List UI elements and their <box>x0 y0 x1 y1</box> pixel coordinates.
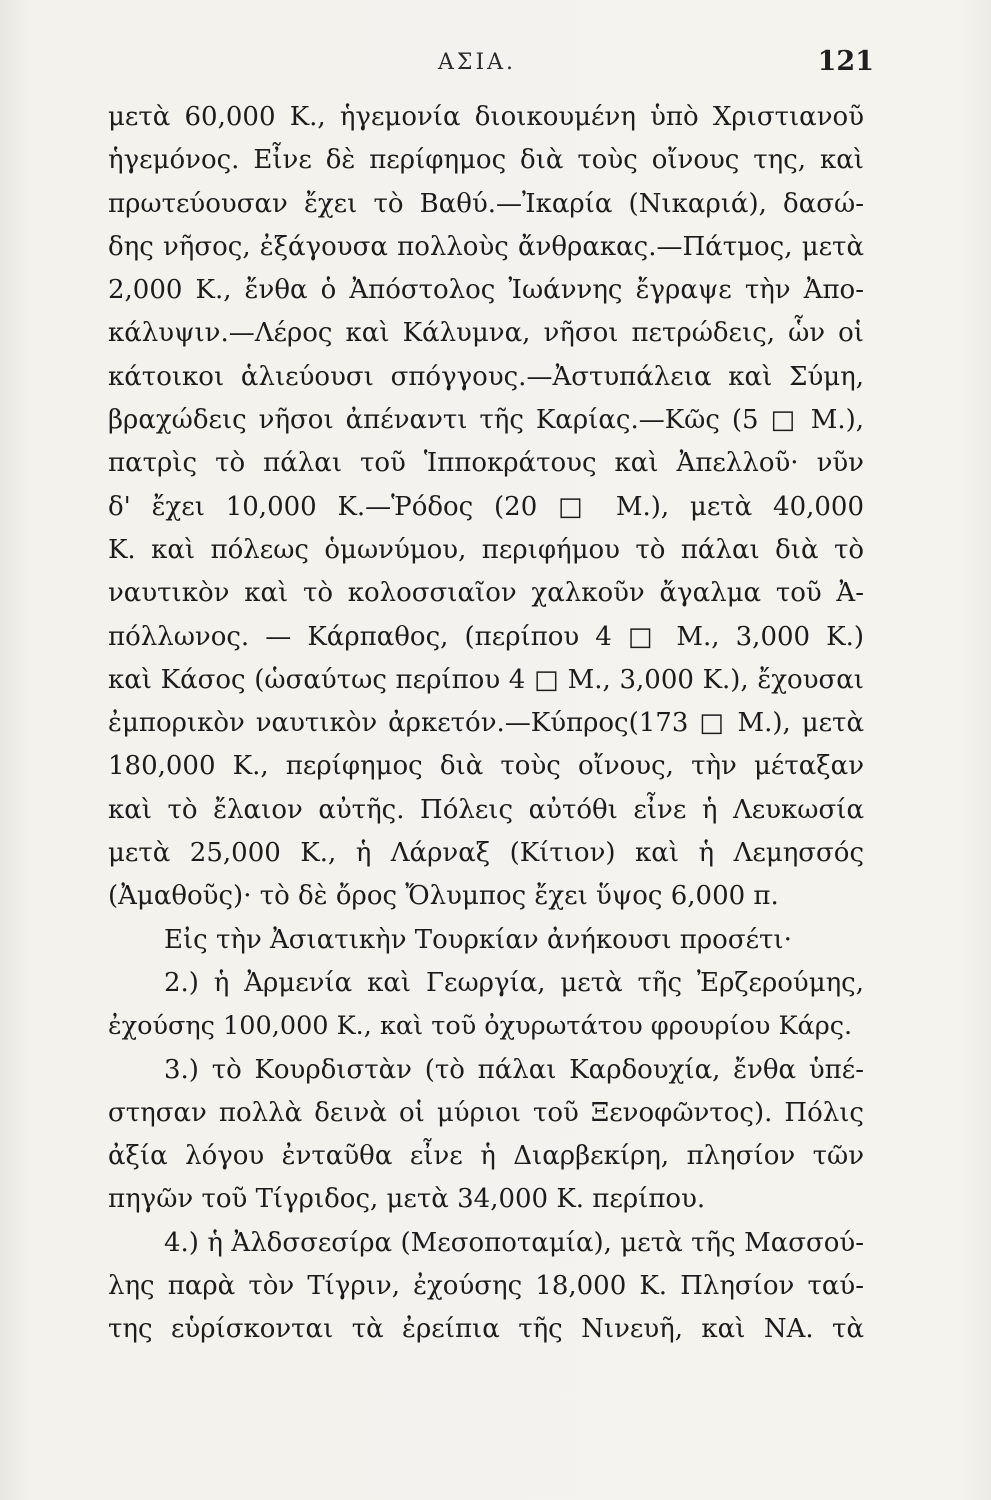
text-line-18: μετὰ 25,000 Κ., ἡ Λάρναξ (Κίτιον) καὶ ἡ Λεμησσός <box>108 838 864 869</box>
text-line-10: δ' ἔχει 10,000 Κ.—Ῥόδος (20 □ Μ.), μετὰ 40,000 <box>108 491 864 522</box>
text-line-1: μετὰ 60,000 Κ., ἡγεμονία διοικουμένη ὑπὸ Χριστιανοῦ <box>108 102 864 132</box>
text-line-5: 2,000 Κ., ἔνθα ὁ Ἀπόστολος Ἰωάννης ἔγραψε τὴν Ἀπο- <box>108 275 864 306</box>
text-line-14: καὶ Κάσος (ὡσαύτως περίπου 4 □ Μ., 3,000 Κ.), ἔχουσαι <box>108 664 864 695</box>
page-number: 121 <box>817 46 874 77</box>
text-line-9: πατρὶς τὸ πάλαι τοῦ Ἱπποκράτους καὶ Ἀπελλοῦ· νῦν <box>108 448 864 479</box>
text-line-16: 180,000 Κ., περίφημος διὰ τοὺς οἴνους, τὴν μέταξαν <box>108 751 864 782</box>
text-line-29: της εὑρίσκονται τὰ ἐρείπια τῆς Νινευῆ, καὶ ΝΑ. τὰ <box>108 1314 864 1345</box>
text-line-27: 4.) ἡ Ἀλδσσεσίρα (Μεσοποταμία), μετὰ τῆς Μασσού- <box>164 1227 864 1258</box>
text-line-3: πρωτεύουσαν ἔχει τὸ Βαθύ.—Ἰκαρία (Νικαριά), δασώ- <box>108 188 864 219</box>
text-line-20: Εἰς τὴν Ἀσιατικὴν Τουρκίαν ἀνήκουσι προσέτι· <box>164 924 792 955</box>
text-line-25: ἀξία λόγου ἐνταῦθα εἶνε ἡ Διαρβεκίρη, πλησίον τῶν <box>108 1141 864 1172</box>
text-line-6: κάλυψιν.—Λέρος καὶ Κάλυμνα, νῆσοι πετρώδεις, ὧν οἱ <box>108 318 864 349</box>
page-header <box>108 46 874 86</box>
running-title: ΑΣΙΑ. <box>438 50 517 75</box>
text-line-2: ἡγεμόνος. Εἶνε δὲ περίφημος διὰ τοὺς οἴνους της, καὶ <box>108 145 864 176</box>
text-line-13: πόλλωνος. — Κάρπαθος, (περίπου 4 □ Μ., 3,000 Κ.) <box>108 621 864 652</box>
body-text <box>108 96 864 1352</box>
text-line-7: κάτοικοι ἁλιεύουσι σπόγγους.—Ἀστυπάλεια καὶ Σύμη, <box>108 361 864 392</box>
text-line-21: 2.) ἡ Ἀρμενία καὶ Γεωργία, μετὰ τῆς Ἐρζερούμης, <box>164 967 864 998</box>
text-line-28: λης παρὰ τὸν Τίγριν, ἐχούσης 18,000 Κ. Πλησίον ταύ- <box>108 1271 864 1302</box>
text-line-17: καὶ τὸ ἔλαιον αὐτῆς. Πόλεις αὐτόθι εἶνε ἡ Λευκωσία <box>108 794 864 825</box>
text-line-11: Κ. καὶ πόλεως ὁμωνύμου, περιφήμου τὸ πάλαι διὰ τὸ <box>108 534 864 565</box>
text-line-26: πηγῶν τοῦ Τίγριδος, μετὰ 34,000 Κ. περίπου. <box>108 1184 706 1215</box>
text-line-15: ἐμπορικὸν ναυτικὸν ἀρκετόν.—Κύπρος(173 □ Μ.), μετὰ <box>108 708 864 739</box>
text-line-23: 3.) τὸ Κουρδιστὰν (τὸ πάλαι Καρδουχία, ἔνθα ὑπέ- <box>164 1054 864 1085</box>
text-line-24: στησαν πολλὰ δεινὰ οἱ μύριοι τοῦ Ξενοφῶντος). Πόλις <box>108 1097 864 1128</box>
text-line-4: δης νῆσος, ἐξάγουσα πολλοὺς ἄνθρακας.—Πάτμος, μετὰ <box>108 231 864 262</box>
text-line-22: ἐχούσης 100,000 Κ., καὶ τοῦ ὀχυρωτάτου φρουρίου Κάρς. <box>108 1011 853 1042</box>
text-line-19: (Ἀμαθοῦς)· τὸ δὲ ὄρος Ὄλυμπος ἔχει ὕψος 6,000 π. <box>108 881 779 912</box>
text-line-8: βραχώδεις νῆσοι ἀπέναντι τῆς Καρίας.—Κῶς (5 □ Μ.), <box>108 405 864 436</box>
text-line-12: ναυτικὸν καὶ τὸ κολοσσιαῖον χαλκοῦν ἄγαλμα τοῦ Ἀ- <box>108 578 864 609</box>
